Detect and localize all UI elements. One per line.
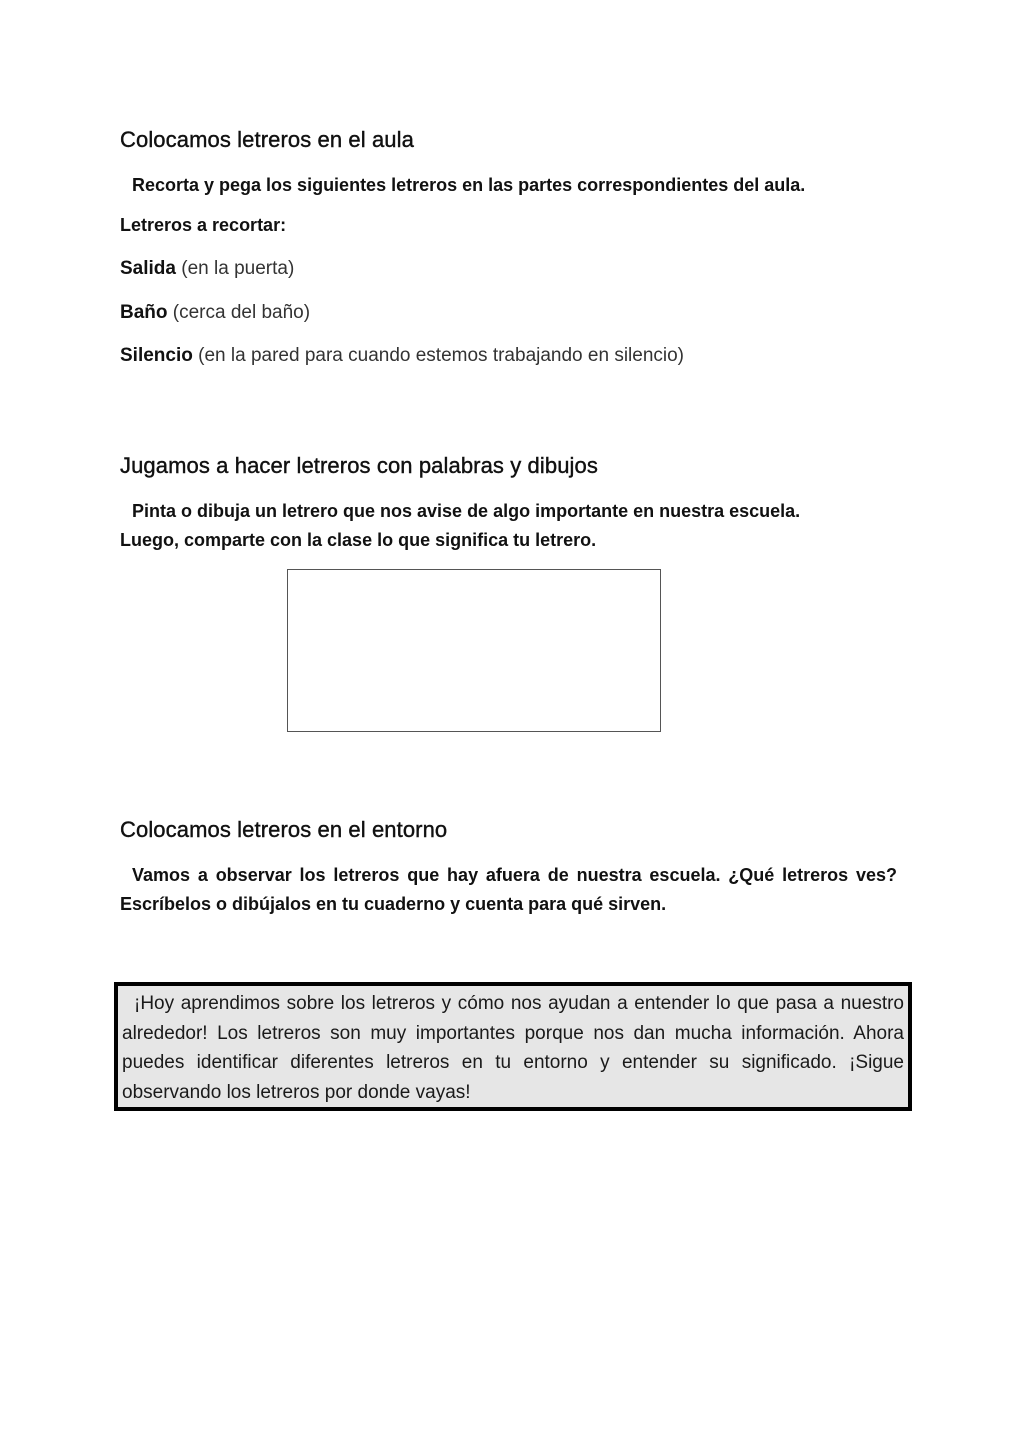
sign-name: Silencio [120,345,193,366]
sign-detail: (en la pared para cuando estemos trabajando en silencio) [198,345,685,366]
sign-name: Salida [120,258,176,279]
instruction-jugamos-line1: Pinta o dibuja un letrero que nos avise de algo importante en nuestra escuela. [132,501,801,521]
summary-box [114,982,912,1111]
section-title-aula: Colocamos letreros en el aula [120,127,414,152]
instruction-aula: Recorta y pega los siguientes letreros en las partes correspondientes del aula. [132,175,806,195]
section-title-entorno: Colocamos letreros en el entorno [120,817,448,842]
drawing-box[interactable] [287,569,661,732]
summary-text: ¡Hoy aprendimos sobre los letreros y cómo nos ayudan a entender lo que pasa a nuestro alrededor! Los letreros son muy importantes porque nos dan mucha información. Ahora puedes identificar diferentes letreros en tu entorno y entender su significado. ¡Sigue observando los letreros por donde vayas! [122,993,904,1103]
instruction-jugamos-line2: Luego, comparte con la clase lo que significa tu letrero. [120,530,597,550]
section-title-jugamos: Jugamos a hacer letreros con palabras y dibujos [120,453,598,478]
list-item [120,302,310,324]
sign-detail: (cerca del baño) [172,302,311,323]
sign-name: Baño [120,302,168,323]
list-label: Letreros a recortar: [120,215,287,235]
instruction-entorno: Vamos a observar los letreros que hay afuera de nuestra escuela. ¿Qué letreros ves? Escríbelos o dibújalos en tu cuaderno y cuenta para qué sirven. [120,865,897,914]
sign-detail: (en la puerta) [181,258,295,279]
list-item [120,345,684,367]
list-item [120,258,294,280]
